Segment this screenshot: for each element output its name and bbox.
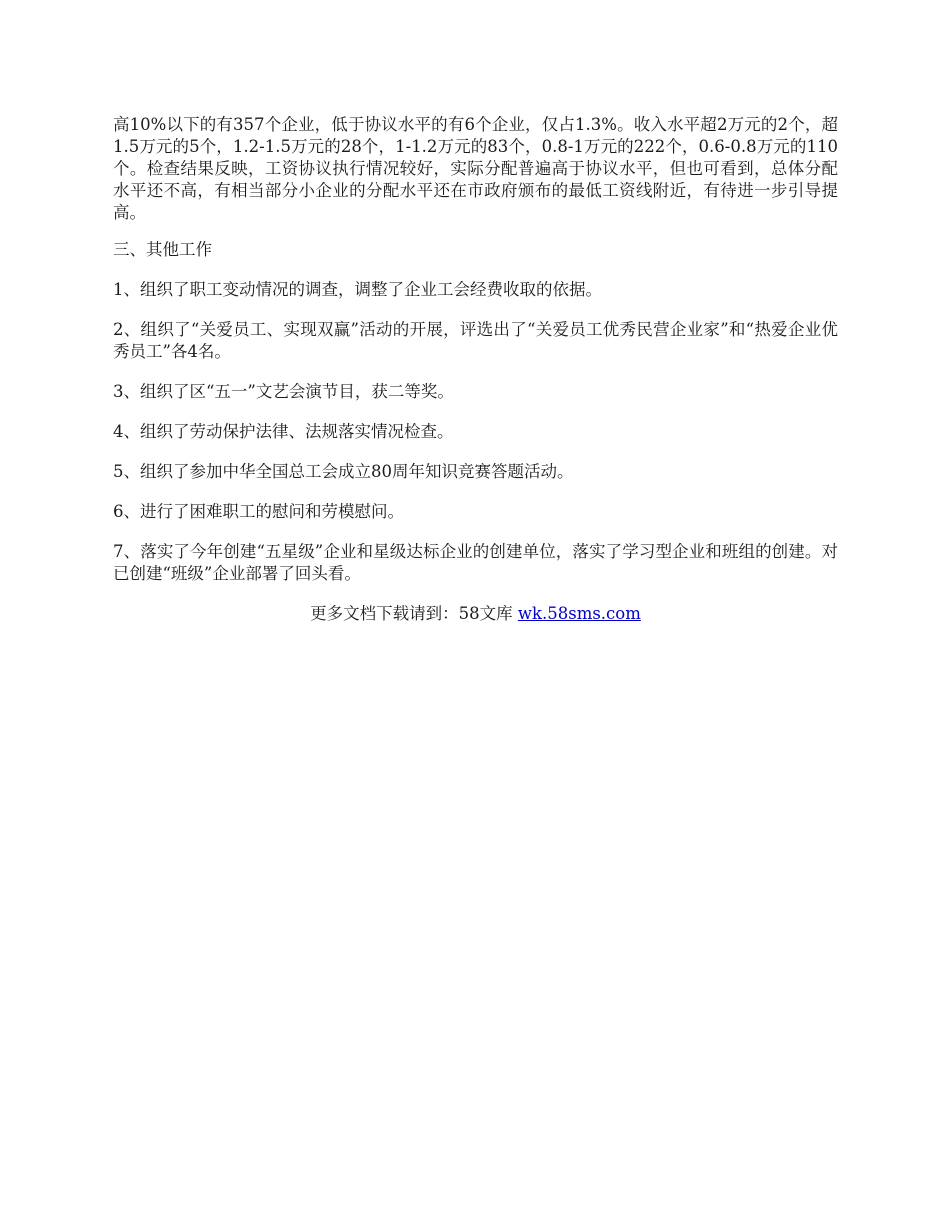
document-body [113, 114, 838, 625]
list-item-5: 5、组织了参加中华全国总工会成立80周年知识竞赛答题活动。 [113, 462, 574, 481]
download-footer [113, 603, 838, 625]
footer-text: 更多文档下载请到：58文库 [310, 604, 518, 623]
section-heading-other-work: 三、其他工作 [113, 240, 212, 259]
list-item-6: 6、进行了困难职工的慰问和劳模慰问。 [113, 502, 404, 521]
list-item-1: 1、组织了职工变动情况的调查，调整了企业工会经费收取的依据。 [113, 280, 602, 299]
footer-link[interactable]: wk.58sms.com [517, 604, 641, 623]
list-item-2: 2、组织了“关爱员工、实现双赢”活动的开展，评选出了“关爱员工优秀民营企业家”和“热爱企业优秀员工”各4名。 [113, 320, 838, 361]
list-item-4: 4、组织了劳动保护法律、法规落实情况检查。 [113, 422, 454, 441]
list-item-7: 7、落实了今年创建“五星级”企业和星级达标企业的创建单位，落实了学习型企业和班组的创建。对已创建“班级”企业部署了回头看。 [113, 542, 838, 583]
paragraph-wage-summary: 高10%以下的有357个企业，低于协议水平的有6个企业，仅占1.3%。收入水平超2万元的2个，超1.5万元的5个，1.2-1.5万元的28个，1-1.2万元的83个，0.8-1万元的222个，0.6-0.8万元的110个。检查结果反映，工资协议执行情况较好，实际分配普遍高于协议水平，但也可看到，总体分配水平还不高，有相当部分小企业的分配水平还在市政府颁布的最低工资线附近，有待进一步引导提高。 [113, 115, 838, 222]
list-item-3: 3、组织了区“五一”文艺会演节目，获二等奖。 [113, 382, 454, 401]
